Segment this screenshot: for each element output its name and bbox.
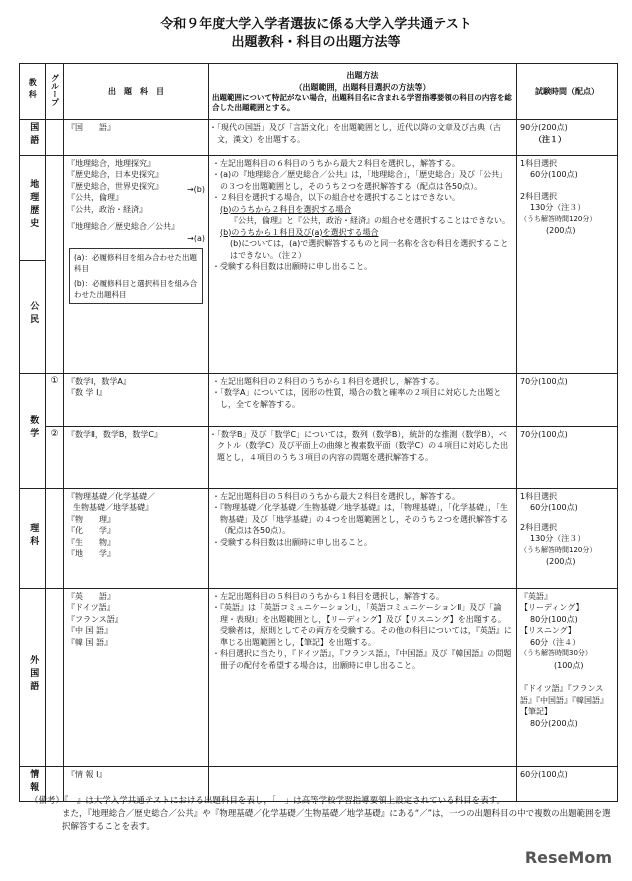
table-row xyxy=(20,426,618,488)
table-row xyxy=(20,588,618,766)
group-2: ② xyxy=(46,426,64,488)
items-kokugo: 『国 語』 xyxy=(64,120,209,156)
table-row xyxy=(20,120,618,156)
header-time: 試験時間（配点） xyxy=(517,64,618,120)
notes xyxy=(30,795,615,834)
legend-box: (a)：必履修科目を組み合わせた出題科目 (b)：必履修科目と選択科目を組み合わせた出題科目 xyxy=(69,248,203,304)
subject-chireki: 地理歴史 xyxy=(20,155,46,260)
method-chireki: ・左記出題科目の６科目のうちから最大２科目を選択し，解答する。 ・(a)の『地理総合／歴史総合／公共』は，「地理総合」，「歴史総合」及び「公共」の３つを出題範囲とし，そのうち２つを選択解答する（配点は各50点）。 ・２科目を選択する場合，以下の組合せを選択することはできない。 (b)のうちから２科目を選択する場合 『公共，倫理』と『公共，政治・経済』の組合せを選択することはできない。 (b)のうちから１科目及び(a)を選択する場合 (b)については，(a)で選択解答するものと同一名称を含む科目を選択することはできない。（注２） ・受験する科目数は出願時に申し出ること。 xyxy=(209,155,517,373)
items-chireki: 『地理総合，地理探究』 『歴史総合，日本史探究』 『歴史総合，世界史探究』 『公共，倫理』 『公共，政治・経済』 →(b) 『地理総合／歴史総合／公共』 →(a) (a)：必履修科目を組み合わせた出題科目 (b)：必履修科目と選択科目を組み合わせた出題科目 xyxy=(64,155,209,373)
resemom-logo: ReseMom xyxy=(524,848,612,867)
subject-rika: 理科 xyxy=(20,488,46,588)
header-items: 出 題 科 目 xyxy=(64,64,209,120)
header-group: グループ xyxy=(46,64,64,120)
header-method: 出題方法 （出題範囲，出題科目選択の方法等） 出題範囲について特記がない場合，出題科目名に含まれる学習指導要領の科目の内容を総合した出題範囲とする。 xyxy=(209,64,517,120)
time-rika: 1科目選択 60分(100点) 2科目選択 130分（注３） （うち解答時間120分） (200点) xyxy=(517,488,618,588)
time-math2: 70分(100点) xyxy=(517,426,618,488)
subject-math: 数学 xyxy=(20,373,46,488)
subject-joho: 情報 xyxy=(20,766,46,802)
page-title: 令和９年度大学入学者選抜に係る大学入学共通テスト xyxy=(160,17,472,32)
time-chireki: 1科目選択 60分(100点) 2科目選択 130分（注３） （うち解答時間120分） (200点) xyxy=(517,155,618,373)
items-rika: 『物理基礎／化学基礎／ 生物基礎／地学基礎』 『物 理』 『化 学』 『生 物』 『地 学』 xyxy=(64,488,209,588)
table-row xyxy=(20,488,618,588)
time-math1: 70分(100点) xyxy=(517,373,618,426)
items-joho: 『情 報 Ⅰ』 xyxy=(64,766,209,802)
time-kokugo: 90分(200点) （注１） xyxy=(517,120,618,156)
subject-kokugo: 国語 xyxy=(20,120,46,156)
subject-komin: 公民 xyxy=(20,260,46,373)
subject-gaikoku: 外国語 xyxy=(20,588,46,766)
page-subtitle: 出題教科・科目の出題方法等 xyxy=(231,35,401,50)
table-row xyxy=(20,155,618,260)
method-kokugo: ・「現代の国語」及び「言語文化」を出題範囲とし，近代以降の文章及び古典（古文，漢文）を出題する。 xyxy=(209,120,517,156)
note-2: また，『地理総合／歴史総合／公共』や『物理基礎／化学基礎／生物基礎／地学基礎』にある“／”は，一つの出題科目の中で複数の出題範囲を選択解答することを表す。 xyxy=(62,809,611,832)
group-1: ① xyxy=(46,373,64,426)
table-header-row xyxy=(20,64,618,120)
items-math1: 『数学Ⅰ，数学A』 『数 学 Ⅰ』 xyxy=(64,373,209,426)
time-joho: 60分(100点) xyxy=(517,766,618,802)
items-math2: 『数学Ⅱ，数学B，数学C』 xyxy=(64,426,209,488)
time-gaikoku: 『英語』 【リーディング】 80分(100点) 【リスニング】 60分（注４） （うち解答時間30分） (100点) 『ドイツ語』『フランス語』『中国語』『韓国語』 【筆記】 80分(200点) xyxy=(517,588,618,766)
header-subject: 教科 xyxy=(20,64,46,120)
method-math1: ・左記出題科目の２科目のうちから１科目を選択し，解答する。 ・「数学A」については，図形の性質，場合の数と確率の２項目に対応した出題とし，全てを解答する。 xyxy=(209,373,517,426)
items-gaikoku: 『英 語』 『ドイツ語』 『フランス語』 『中 国 語』 『韓 国 語』 xyxy=(64,588,209,766)
subjects-table xyxy=(19,63,618,802)
method-rika: ・左記出題科目の５科目のうちから最大２科目を選択し，解答する。 ・『物理基礎／化学基礎／生物基礎／地学基礎』は，「物理基礎」，「化学基礎」，「生物基礎」及び「地学基礎」の４つを出題範囲とし，そのうち２つを選択解答する（配点は各50点）。 ・受験する科目数は出願時に申し出ること。 xyxy=(209,488,517,588)
method-math2: ・「数学B」及び「数学C」については，数列（数学B），統計的な推測（数学B），ベクトル（数学C）及び平面上の曲線と複素数平面（数学C）の４項目に対応した出題とし，４項目のうち３項目の内容の問題を選択解答する。 xyxy=(209,426,517,488)
table-row xyxy=(20,373,618,426)
note-1: （備考）『 』は大学入学共通テストにおける出題科目を表し，「 」は高等学校学習指導要領上設定されている科目を表す。 xyxy=(30,796,505,806)
method-gaikoku: ・左記出題科目の５科目のうちから１科目を選択し，解答する。 ・『英語』は「英語コミュニケーションⅠ」，「英語コミュニケーションⅡ」及び「論理・表現Ⅰ」を出題範囲とし，【リーディング】及び【リスニング】を出題する。受験者は，原則としてその両方を受験する。その他の科目については，『英語』に準じる出題範囲とし，【筆記】を出題する。 ・科目選択に当たり，『ドイツ語』，『フランス語』，『中国語』及び『韓国語』の問題冊子の配付を希望する場合は，出願時に申し出ること。 xyxy=(209,588,517,766)
